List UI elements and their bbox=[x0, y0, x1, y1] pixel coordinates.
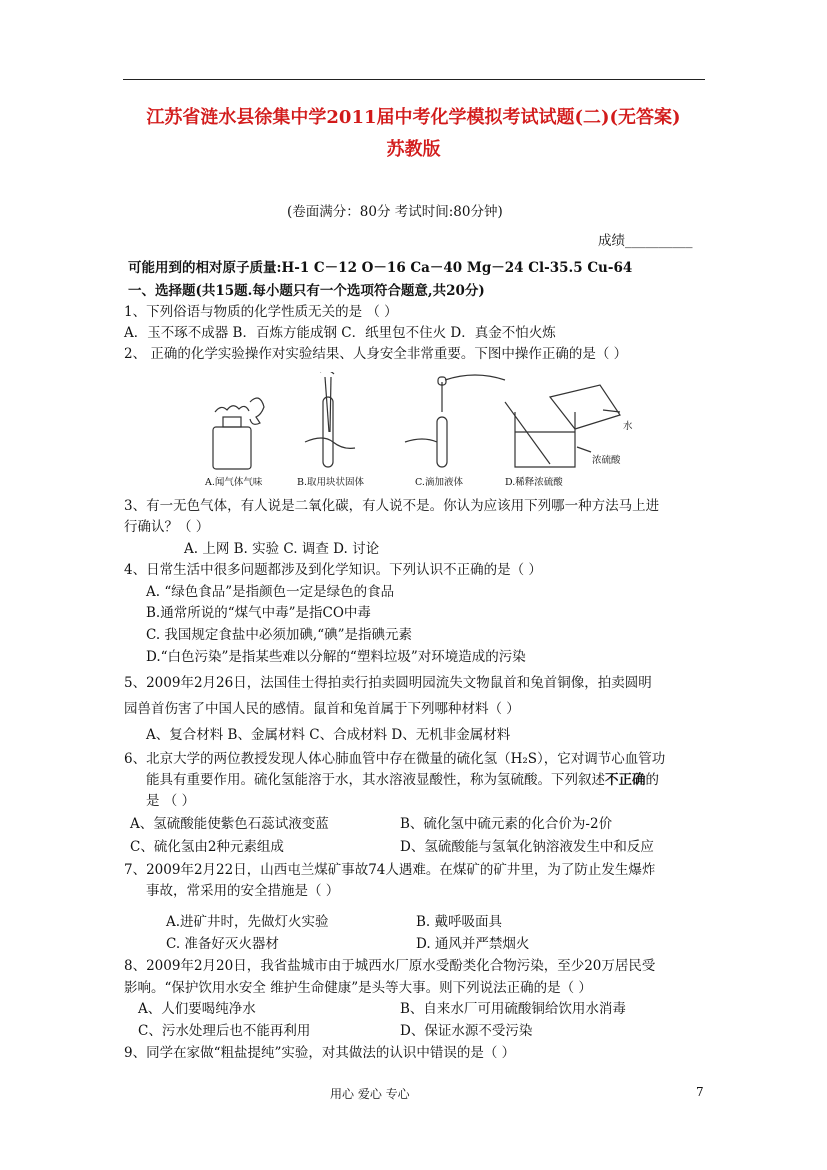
page-number: 7 bbox=[696, 1085, 704, 1099]
q4-option-c: C. 我国规定食盐中必须加碘,“碘”是指碘元素 bbox=[146, 627, 413, 643]
title-line-2: 苏教版 bbox=[386, 139, 441, 160]
q4-stem: 4、日常生活中很多问题都涉及到化学知识。下列认识不正确的是（ ） bbox=[124, 562, 542, 578]
q8-stem-1: 8、2009年2月20日，我省盐城市由于城西水厂原水受酚类化合物污染，至少20万居民受 bbox=[124, 958, 656, 974]
q7-stem-1: 7、2009年2月22日，山西屯兰煤矿事故74人遇难。在煤矿的矿井里，为了防止发生爆炸 bbox=[124, 862, 656, 878]
q6-option-a: A、氢硫酸能使紫色石蕊试液变蓝 bbox=[130, 816, 329, 832]
q6-stem-2a: 能具有重要作用。硫化氢能溶于水，其水溶液显酸性，称为氢硫酸。下列叙述 bbox=[146, 772, 605, 788]
q7-option-d: D. 通风并严禁烟火 bbox=[416, 936, 530, 952]
label-water: 水 bbox=[623, 421, 633, 432]
caption-a: A.闻气体气味 bbox=[205, 477, 263, 488]
footer-motto: 用心 爱心 专心 bbox=[330, 1087, 410, 1101]
q6-stem-2 bbox=[146, 771, 659, 789]
q7-option-b: B. 戴呼吸面具 bbox=[416, 914, 503, 930]
q4-option-b: B.通常所说的“煤气中毒”是指CO中毒 bbox=[146, 605, 371, 621]
title-line-1: 江苏省涟水县徐集中学2011届中考化学模拟考试试题(二)(无答案) bbox=[146, 107, 681, 128]
exam-info: (卷面满分：80分 考试时间:80分钟) bbox=[287, 204, 503, 220]
q8-option-a: A、人们要喝纯净水 bbox=[138, 1001, 256, 1017]
q5-stem-1: 5、2009年2月26日，法国佳士得拍卖行拍卖圆明园流失文物鼠首和兔首铜像，拍卖圆明 bbox=[124, 675, 652, 691]
q8-option-d: D、保证水源不受污染 bbox=[400, 1023, 533, 1039]
q8-option-b: B、自来水厂可用硫酸铜给饮用水消毒 bbox=[400, 1001, 626, 1017]
q1-stem: 1、下列俗语与物质的化学性质无关的是 （ ） bbox=[124, 304, 398, 320]
q5-stem-2: 园兽首伤害了中国人民的感情。鼠首和兔首属于下列哪种材料（ ） bbox=[124, 701, 520, 717]
q4-option-a: A. “绿色食品”是指颜色一定是绿色的食品 bbox=[146, 584, 395, 600]
q4-option-d: D.“白色污染”是指某些难以分解的“塑料垃圾”对环境造成的污染 bbox=[146, 649, 526, 665]
q6-option-c: C、硫化氢由2种元素组成 bbox=[130, 839, 284, 855]
caption-b: B.取用块状固体 bbox=[297, 477, 365, 488]
atomic-mass-line: 可能用到的相对原子质量:H-1 C－12 O－16 Ca－40 Mg－24 Cl-35.5 Cu-64 bbox=[128, 260, 633, 276]
q2-figure bbox=[205, 372, 635, 490]
q7-option-c: C. 准备好灭火器材 bbox=[166, 936, 279, 952]
q6-option-d: D、氢硫酸能与氢氧化钠溶液发生中和反应 bbox=[400, 839, 654, 855]
q7-stem-2: 事故，常采用的安全措施是（ ） bbox=[146, 883, 340, 899]
page-title bbox=[100, 102, 727, 166]
q6-stem-2c: 的 bbox=[645, 772, 659, 788]
q6-stem-3: 是 （ ） bbox=[146, 793, 196, 809]
q7-option-a: A.进矿井时，先做灯火实验 bbox=[166, 914, 329, 930]
q2-stem: 2、 正确的化学实验操作对实验结果、人身安全非常重要。下图中操作正确的是（ ） bbox=[124, 346, 628, 362]
q9-stem: 9、同学在家做“粗盐提纯”实验，对其做法的认识中错误的是（ ） bbox=[124, 1045, 516, 1061]
q3-stem-2: 行确认？（ ） bbox=[124, 519, 210, 535]
top-rule bbox=[123, 79, 705, 80]
q8-stem-2: 影响。“保护饮用水安全 维护生命健康”是头等大事。则下列说法正确的是（ ） bbox=[124, 980, 592, 996]
q1-options: A．玉不琢不成器 B．百炼方能成钢 C．纸里包不住火 D．真金不怕火炼 bbox=[124, 325, 556, 341]
label-acid: 浓硫酸 bbox=[592, 455, 621, 466]
section-heading: 一、选择题(共15题.每小题只有一个选项符合题意,共20分) bbox=[128, 283, 485, 299]
score-label: 成绩__________ bbox=[598, 233, 693, 249]
q5-options: A、复合材料 B、金属材料 C、合成材料 D、无机非金属材料 bbox=[146, 727, 511, 743]
q3-stem-1: 3、有一无色气体，有人说是二氧化碳，有人说不是。你认为应该用下列哪一种方法马上进 bbox=[124, 498, 660, 514]
lab-operations-illustration bbox=[205, 372, 635, 472]
caption-d: D.稀释浓硫酸 bbox=[505, 477, 563, 488]
q3-options: A. 上网 B. 实验 C. 调查 D. 讨论 bbox=[184, 541, 380, 557]
caption-c: C.滴加液体 bbox=[415, 477, 463, 488]
q6-emphasis: 不正确 bbox=[605, 772, 646, 788]
q6-stem-1: 6、北京大学的两位教授发现人体心肺血管中存在微量的硫化氢（H₂S），它对调节心血管功 bbox=[124, 751, 666, 767]
q6-option-b: B、硫化氢中硫元素的化合价为-2价 bbox=[400, 816, 613, 832]
q8-option-c: C、污水处理后也不能再利用 bbox=[138, 1023, 311, 1039]
